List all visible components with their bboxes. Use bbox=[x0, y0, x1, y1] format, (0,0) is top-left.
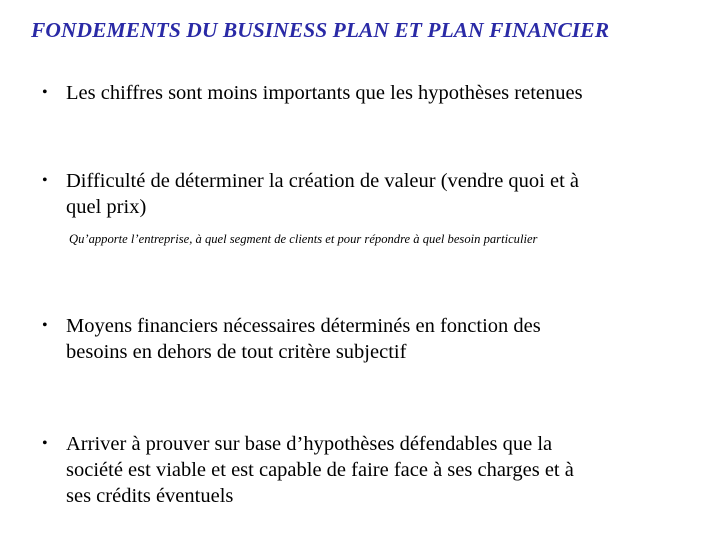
bullet-point-icon: • bbox=[42, 317, 48, 334]
bullet-text: Difficulté de déterminer la création de valeur (vendre quoi et à quel prix) bbox=[66, 170, 580, 218]
bullet-item bbox=[42, 168, 702, 220]
bullet-text: Les chiffres sont moins importants que les hypothèses retenues bbox=[66, 82, 583, 104]
bullet-item bbox=[42, 80, 702, 106]
bullet-point-icon: • bbox=[42, 435, 48, 452]
bullet-point-icon: • bbox=[42, 172, 48, 189]
bullet-text: Arriver à prouver sur base d’hypothèses défendables que la société est viable et est capable de faire face à ses charges et à ses crédits éventuels bbox=[66, 433, 574, 507]
bullet-item bbox=[42, 431, 702, 509]
slide-title: FONDEMENTS DU BUSINESS PLAN ET PLAN FINANCIER bbox=[31, 18, 610, 42]
bullet-text: Moyens financiers nécessaires déterminés en fonction des besoins en dehors de tout critère subjectif bbox=[66, 315, 541, 363]
sub-note: Qu’apporte l’entreprise, à quel segment de clients et pour répondre à quel besoin particulier bbox=[69, 232, 538, 246]
bullet-point-icon: • bbox=[42, 84, 48, 101]
bullet-item bbox=[42, 313, 702, 365]
